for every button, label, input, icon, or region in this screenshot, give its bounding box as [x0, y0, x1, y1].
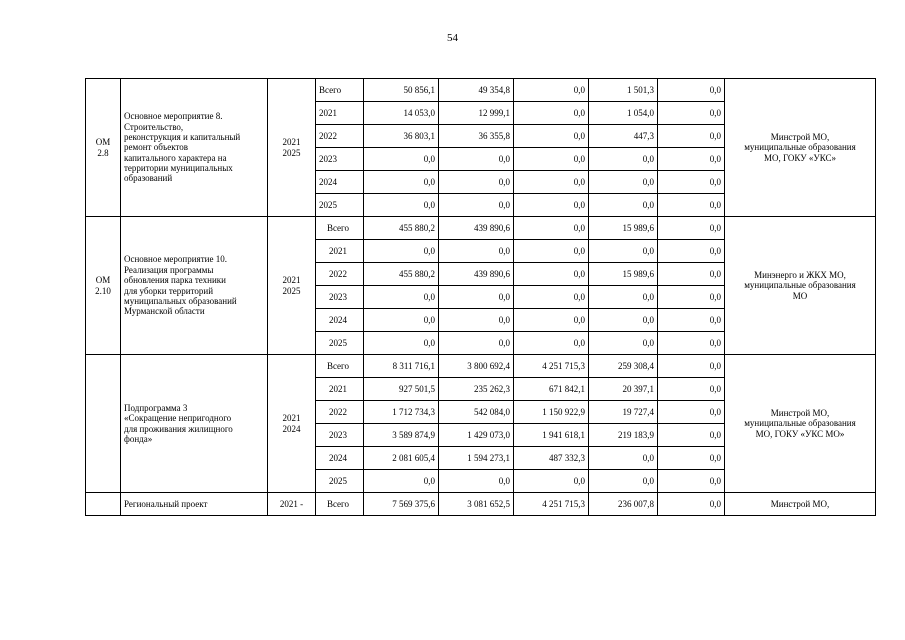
funding-cell: 0,0 — [658, 309, 725, 332]
total-cell: 36 803,1 — [364, 125, 439, 148]
funding-cell: 0,0 — [514, 102, 589, 125]
year-cell: 2023 — [316, 424, 364, 447]
year-cell: Всего — [316, 217, 364, 240]
funding-cell: 0,0 — [439, 286, 514, 309]
budget-table — [85, 78, 876, 516]
total-cell: 0,0 — [364, 240, 439, 263]
measure-period: 2021 - — [268, 493, 316, 516]
funding-cell: 0,0 — [514, 148, 589, 171]
funding-cell: 0,0 — [514, 332, 589, 355]
table-body — [86, 79, 876, 516]
funding-cell: 3 800 692,4 — [439, 355, 514, 378]
total-cell: 0,0 — [364, 148, 439, 171]
funding-cell: 259 308,4 — [589, 355, 658, 378]
table-row — [86, 355, 876, 378]
total-cell: 455 880,2 — [364, 263, 439, 286]
funding-cell: 0,0 — [514, 240, 589, 263]
funding-cell: 0,0 — [439, 171, 514, 194]
year-cell: 2024 — [316, 447, 364, 470]
funding-cell: 439 890,6 — [439, 217, 514, 240]
year-cell: 2022 — [316, 401, 364, 424]
funding-cell: 0,0 — [658, 355, 725, 378]
funding-cell: 0,0 — [514, 309, 589, 332]
funding-cell: 0,0 — [439, 194, 514, 217]
funding-cell: 439 890,6 — [439, 263, 514, 286]
funding-cell: 0,0 — [658, 79, 725, 102]
year-cell: 2025 — [316, 332, 364, 355]
funding-cell: 0,0 — [439, 309, 514, 332]
funding-cell: 0,0 — [589, 171, 658, 194]
funding-cell: 49 354,8 — [439, 79, 514, 102]
funding-cell: 0,0 — [514, 263, 589, 286]
year-cell: Всего — [316, 355, 364, 378]
funding-cell: 0,0 — [658, 171, 725, 194]
measure-period: 2021 2025 — [268, 217, 316, 355]
funding-cell: 0,0 — [439, 332, 514, 355]
year-cell: Всего — [316, 79, 364, 102]
total-cell: 0,0 — [364, 171, 439, 194]
funding-cell: 0,0 — [589, 148, 658, 171]
measure-period: 2021 2025 — [268, 79, 316, 217]
total-cell: 7 569 375,6 — [364, 493, 439, 516]
measure-code — [86, 355, 121, 493]
funding-cell: 0,0 — [514, 171, 589, 194]
funding-cell: 0,0 — [658, 332, 725, 355]
funding-cell: 0,0 — [514, 217, 589, 240]
year-cell: 2024 — [316, 309, 364, 332]
year-cell: 2023 — [316, 148, 364, 171]
year-cell: 2025 — [316, 470, 364, 493]
funding-cell: 0,0 — [658, 217, 725, 240]
total-cell: 455 880,2 — [364, 217, 439, 240]
funding-cell: 671 842,1 — [514, 378, 589, 401]
measure-name: Подпрограмма 3 «Сокращение непригодного для проживания жилищного фонда» — [121, 355, 268, 493]
total-cell: 3 589 874,9 — [364, 424, 439, 447]
funding-cell: 542 084,0 — [439, 401, 514, 424]
funding-cell: 487 332,3 — [514, 447, 589, 470]
funding-cell: 0,0 — [658, 401, 725, 424]
total-cell: 0,0 — [364, 194, 439, 217]
funding-cell: 0,0 — [514, 79, 589, 102]
page-number: 54 — [447, 32, 458, 44]
funding-cell: 0,0 — [439, 148, 514, 171]
measure-code: ОМ 2.10 — [86, 217, 121, 355]
funding-cell: 0,0 — [514, 125, 589, 148]
year-cell: 2025 — [316, 194, 364, 217]
measure-period: 2021 2024 — [268, 355, 316, 493]
funding-cell: 0,0 — [514, 194, 589, 217]
funding-cell: 0,0 — [589, 309, 658, 332]
funding-cell: 0,0 — [658, 493, 725, 516]
year-cell: 2024 — [316, 171, 364, 194]
funding-cell: 0,0 — [439, 240, 514, 263]
funding-cell: 0,0 — [658, 378, 725, 401]
funding-cell: 0,0 — [589, 286, 658, 309]
funding-cell: 0,0 — [589, 194, 658, 217]
total-cell: 0,0 — [364, 309, 439, 332]
funding-cell: 20 397,1 — [589, 378, 658, 401]
funding-cell: 1 501,3 — [589, 79, 658, 102]
funding-cell: 0,0 — [514, 470, 589, 493]
funding-cell: 0,0 — [658, 447, 725, 470]
funding-cell: 0,0 — [589, 240, 658, 263]
funding-cell: 0,0 — [658, 286, 725, 309]
funding-cell: 0,0 — [589, 447, 658, 470]
funding-cell: 0,0 — [658, 470, 725, 493]
funding-cell: 1 054,0 — [589, 102, 658, 125]
year-cell: 2021 — [316, 378, 364, 401]
table-row — [86, 493, 876, 516]
measure-code: ОМ 2.8 — [86, 79, 121, 217]
funding-cell: 0,0 — [658, 194, 725, 217]
funding-cell: 1 941 618,1 — [514, 424, 589, 447]
total-cell: 1 712 734,3 — [364, 401, 439, 424]
funding-cell: 0,0 — [658, 240, 725, 263]
total-cell: 0,0 — [364, 470, 439, 493]
total-cell: 0,0 — [364, 332, 439, 355]
funding-cell: 219 183,9 — [589, 424, 658, 447]
total-cell: 50 856,1 — [364, 79, 439, 102]
measure-code — [86, 493, 121, 516]
funding-cell: 12 999,1 — [439, 102, 514, 125]
funding-cell: 1 594 273,1 — [439, 447, 514, 470]
funding-cell: 0,0 — [658, 263, 725, 286]
funding-cell: 0,0 — [658, 102, 725, 125]
funding-cell: 0,0 — [658, 424, 725, 447]
funding-cell: 15 989,6 — [589, 263, 658, 286]
year-cell: 2021 — [316, 102, 364, 125]
total-cell: 14 053,0 — [364, 102, 439, 125]
total-cell: 2 081 605,4 — [364, 447, 439, 470]
funding-cell: 4 251 715,3 — [514, 355, 589, 378]
responsible-executor: Минстрой МО, муниципальные образования МО, ГОКУ «УКС МО» — [725, 355, 876, 493]
funding-cell: 0,0 — [658, 148, 725, 171]
measure-name: Региональный проект — [121, 493, 268, 516]
measure-name: Основное мероприятие 10. Реализация программы обновления парка техники для уборки территорий муниципальных образований Мурманской области — [121, 217, 268, 355]
table-row — [86, 79, 876, 102]
funding-cell: 4 251 715,3 — [514, 493, 589, 516]
responsible-executor: Минстрой МО, муниципальные образования МО, ГОКУ «УКС» — [725, 79, 876, 217]
funding-cell: 0,0 — [589, 470, 658, 493]
funding-cell: 0,0 — [439, 470, 514, 493]
measure-name: Основное мероприятие 8. Строительство, реконструкция и капитальный ремонт объектов капитального характера на территории муниципальных образований — [121, 79, 268, 217]
responsible-executor: Минэнерго и ЖКХ МО, муниципальные образования МО — [725, 217, 876, 355]
funding-cell: 447,3 — [589, 125, 658, 148]
table-row — [86, 217, 876, 240]
funding-cell: 19 727,4 — [589, 401, 658, 424]
funding-cell: 0,0 — [514, 286, 589, 309]
year-cell: 2023 — [316, 286, 364, 309]
total-cell: 927 501,5 — [364, 378, 439, 401]
funding-cell: 36 355,8 — [439, 125, 514, 148]
funding-cell: 1 150 922,9 — [514, 401, 589, 424]
year-cell: 2022 — [316, 125, 364, 148]
funding-cell: 15 989,6 — [589, 217, 658, 240]
total-cell: 0,0 — [364, 286, 439, 309]
funding-cell: 0,0 — [589, 332, 658, 355]
funding-cell: 0,0 — [658, 125, 725, 148]
year-cell: Всего — [316, 493, 364, 516]
funding-cell: 236 007,8 — [589, 493, 658, 516]
funding-cell: 235 262,3 — [439, 378, 514, 401]
year-cell: 2021 — [316, 240, 364, 263]
total-cell: 8 311 716,1 — [364, 355, 439, 378]
year-cell: 2022 — [316, 263, 364, 286]
funding-cell: 1 429 073,0 — [439, 424, 514, 447]
responsible-executor: Минстрой МО, — [725, 493, 876, 516]
funding-cell: 3 081 652,5 — [439, 493, 514, 516]
